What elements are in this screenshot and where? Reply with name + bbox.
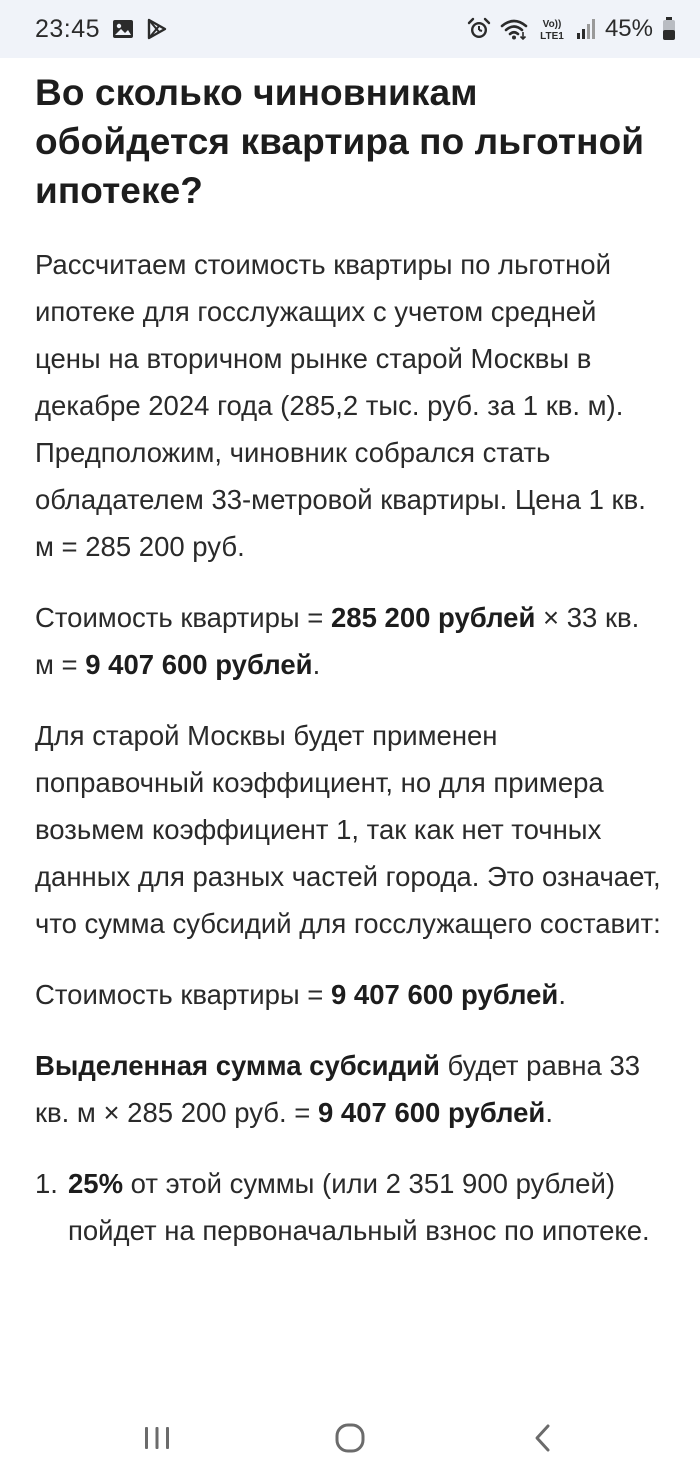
alarm-icon: [467, 17, 491, 41]
battery-icon: [662, 17, 676, 41]
navigation-bar: [0, 1398, 700, 1478]
play-store-icon: [146, 18, 168, 40]
volte-line1: Vo)): [542, 19, 562, 30]
back-icon: [531, 1423, 555, 1453]
paragraph-subsidy-amount: [35, 1042, 665, 1136]
list-number: 1.: [35, 1168, 58, 1199]
signal-icon: [576, 18, 596, 40]
bold-text: 9 407 600 рублей: [85, 649, 313, 680]
volte-icon: [537, 17, 567, 41]
recent-apps-button[interactable]: [117, 1408, 197, 1468]
text: .: [545, 1097, 553, 1128]
battery-percent: 45%: [604, 15, 653, 42]
bold-text: Выделенная сумма субсидий: [35, 1050, 440, 1081]
list-item: [35, 1160, 665, 1254]
numbered-list: [35, 1160, 665, 1254]
home-icon: [334, 1422, 366, 1454]
text: будет равна 33 кв. м × 285 200 руб. =: [35, 1050, 641, 1128]
text: от этой суммы (или 2 351 900 рублей) пойдет на первоначальный взнос по ипотеке.: [68, 1168, 650, 1246]
list-text: [68, 1160, 665, 1254]
paragraph-intro: Рассчитаем стоимость квартиры по льготной ипотеке для госслужащих с учетом средней цены на вторичном рынке старой Москвы в декабре 2024 года (285,2 тыс. руб. за 1 кв. м). Предположим, чиновник собрался стать обладателем 33-метровой квартиры. Цена 1 кв. м = 285 200 руб.: [35, 249, 646, 562]
bold-text: 9 407 600 рублей: [331, 979, 559, 1010]
paragraph-coefficient: Для старой Москвы будет применен поправочный коэффициент, но для примера возьмем коэффициент 1, так как нет точных данных для разных частей города. Это означает, что сумма субсидий для госслужащего составит:: [35, 720, 661, 939]
wifi-icon: [500, 18, 528, 40]
article-content[interactable]: [35, 58, 665, 1398]
text: × 33 кв. м =: [35, 602, 640, 680]
bold-text: 285 200 рублей: [331, 602, 536, 633]
text: .: [558, 979, 566, 1010]
status-left: [35, 15, 168, 44]
image-icon: [112, 19, 134, 39]
recent-apps-icon: [142, 1424, 172, 1452]
text: Стоимость квартиры =: [35, 602, 331, 633]
status-right: [467, 15, 676, 43]
bold-text: 25%: [68, 1168, 124, 1199]
article-title: Во сколько чиновникам обойдется квартира по льготной ипотеке?: [35, 72, 645, 211]
back-button[interactable]: [503, 1408, 583, 1468]
bold-text: 9 407 600 рублей: [318, 1097, 546, 1128]
status-bar: [0, 0, 700, 58]
volte-line2: LTE1: [540, 31, 564, 41]
home-button[interactable]: [310, 1408, 390, 1468]
status-time: 23:45: [35, 14, 101, 43]
paragraph-apartment-cost-total: [35, 971, 665, 1018]
paragraph-apartment-cost: [35, 594, 665, 688]
text: Стоимость квартиры =: [35, 979, 331, 1010]
text: .: [312, 649, 321, 680]
